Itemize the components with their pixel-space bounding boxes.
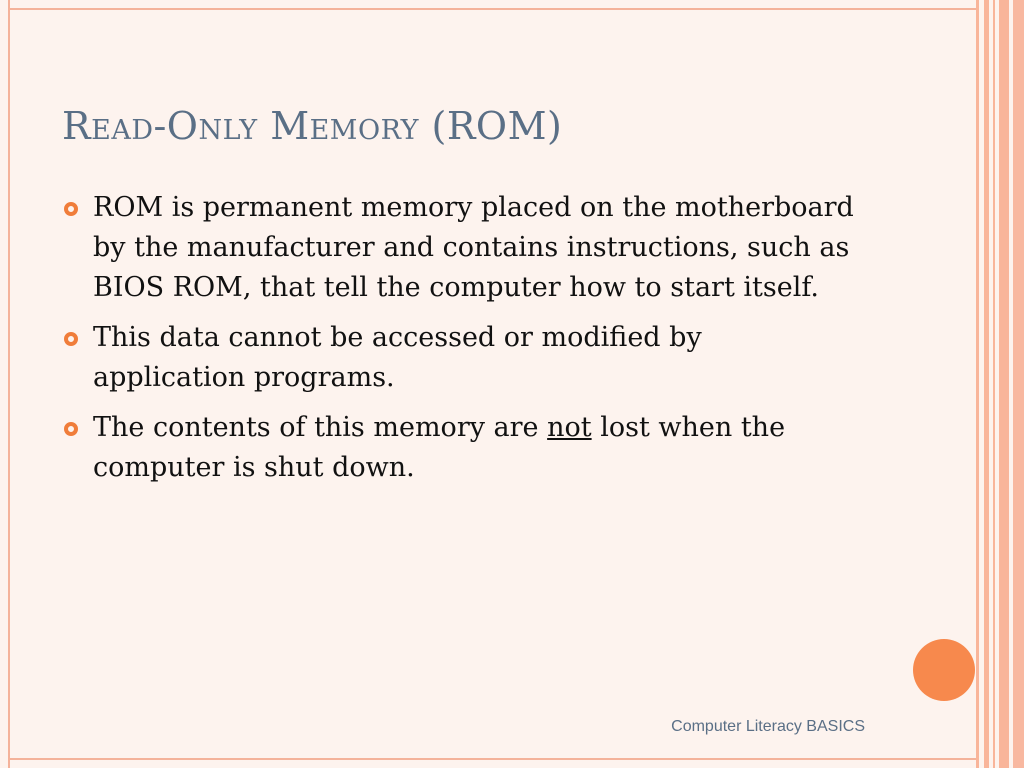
hollow-circle-bullet-icon xyxy=(64,332,78,346)
bullet-text-underlined: not xyxy=(547,412,592,443)
stripe xyxy=(999,0,1009,768)
bullet-item xyxy=(62,318,862,398)
slide-footer: Computer Literacy BASICS xyxy=(671,718,865,735)
slide-title: Read-Only Memory (ROM) xyxy=(62,104,563,148)
hollow-circle-bullet-icon xyxy=(64,422,78,436)
stripe xyxy=(976,0,979,768)
bullet-item xyxy=(62,188,862,308)
stripe xyxy=(984,0,989,768)
top-border-line xyxy=(8,8,976,10)
bullet-text-after: lost when the computer is shut down. xyxy=(93,412,786,483)
bullet-text: ROM is permanent memory placed on the motherboard by the manufacturer and contains instructions, such as BIOS ROM, that tell the computer how to start itself. xyxy=(93,192,854,303)
bullet-text: This data cannot be accessed or modified by application programs. xyxy=(93,322,702,393)
bullet-list xyxy=(62,188,862,498)
hollow-circle-bullet-icon xyxy=(64,202,78,216)
stripe xyxy=(993,0,995,768)
stripe xyxy=(1013,0,1024,768)
bullet-item xyxy=(62,408,862,488)
right-decorative-stripes xyxy=(976,0,1024,768)
bottom-border-line xyxy=(8,758,976,760)
orange-circle-icon xyxy=(913,639,975,701)
left-border-line xyxy=(8,0,10,768)
bullet-text-before: The contents of this memory are xyxy=(93,412,548,443)
